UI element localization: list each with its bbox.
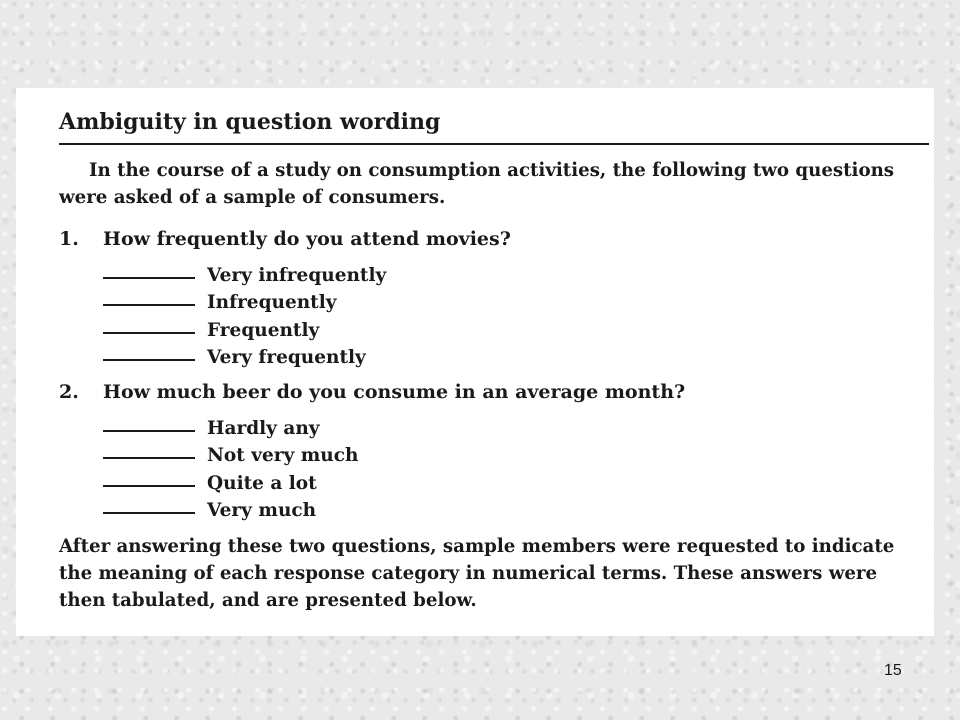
- title-underline-rule: [59, 143, 929, 145]
- answer-blank-line: [103, 485, 195, 487]
- answer-blank-line: [103, 277, 195, 279]
- option-label: Very infrequently: [207, 264, 387, 286]
- question-text: How much beer do you consume in an average month?: [103, 381, 686, 403]
- response-option: [103, 341, 386, 369]
- option-label: Quite a lot: [207, 472, 317, 494]
- answer-blank-line: [103, 430, 195, 432]
- question-number: 1.: [59, 228, 79, 250]
- intro-paragraph: In the course of a study on consumption activities, the following two questions were asked of a sample of consumers.: [59, 160, 895, 208]
- scanned-document-page: [16, 88, 934, 636]
- response-option: [103, 439, 358, 467]
- option-label: Very much: [207, 500, 317, 521]
- answer-blank-line: [103, 457, 195, 459]
- document-title: Ambiguity in question wording: [59, 109, 441, 135]
- response-option: [103, 411, 358, 439]
- response-option: [103, 286, 386, 314]
- option-label: Hardly any: [207, 417, 320, 439]
- response-option: [103, 258, 386, 286]
- question-text: How frequently do you attend movies?: [103, 228, 511, 250]
- option-label: Not very much: [207, 445, 359, 466]
- outro-paragraph: After answering these two questions, sample members were requested to indicate the meaning of each response category in numerical terms. These answers were then tabulated, and are presented below.: [59, 536, 895, 611]
- response-option: [103, 313, 386, 341]
- question-2-options: [103, 411, 358, 521]
- option-label: Infrequently: [207, 292, 337, 313]
- option-label: Frequently: [207, 319, 320, 341]
- question-1: [59, 226, 919, 253]
- option-label: Very frequently: [207, 347, 366, 368]
- answer-blank-line: [103, 359, 195, 361]
- response-option: [103, 466, 358, 494]
- answer-blank-line: [103, 332, 195, 334]
- question-1-options: [103, 258, 386, 368]
- answer-blank-line: [103, 512, 195, 514]
- question-2: [59, 379, 919, 406]
- answer-blank-line: [103, 304, 195, 306]
- slide-page-number: 15: [884, 662, 902, 679]
- question-number: 2.: [59, 381, 79, 403]
- response-option: [103, 494, 358, 522]
